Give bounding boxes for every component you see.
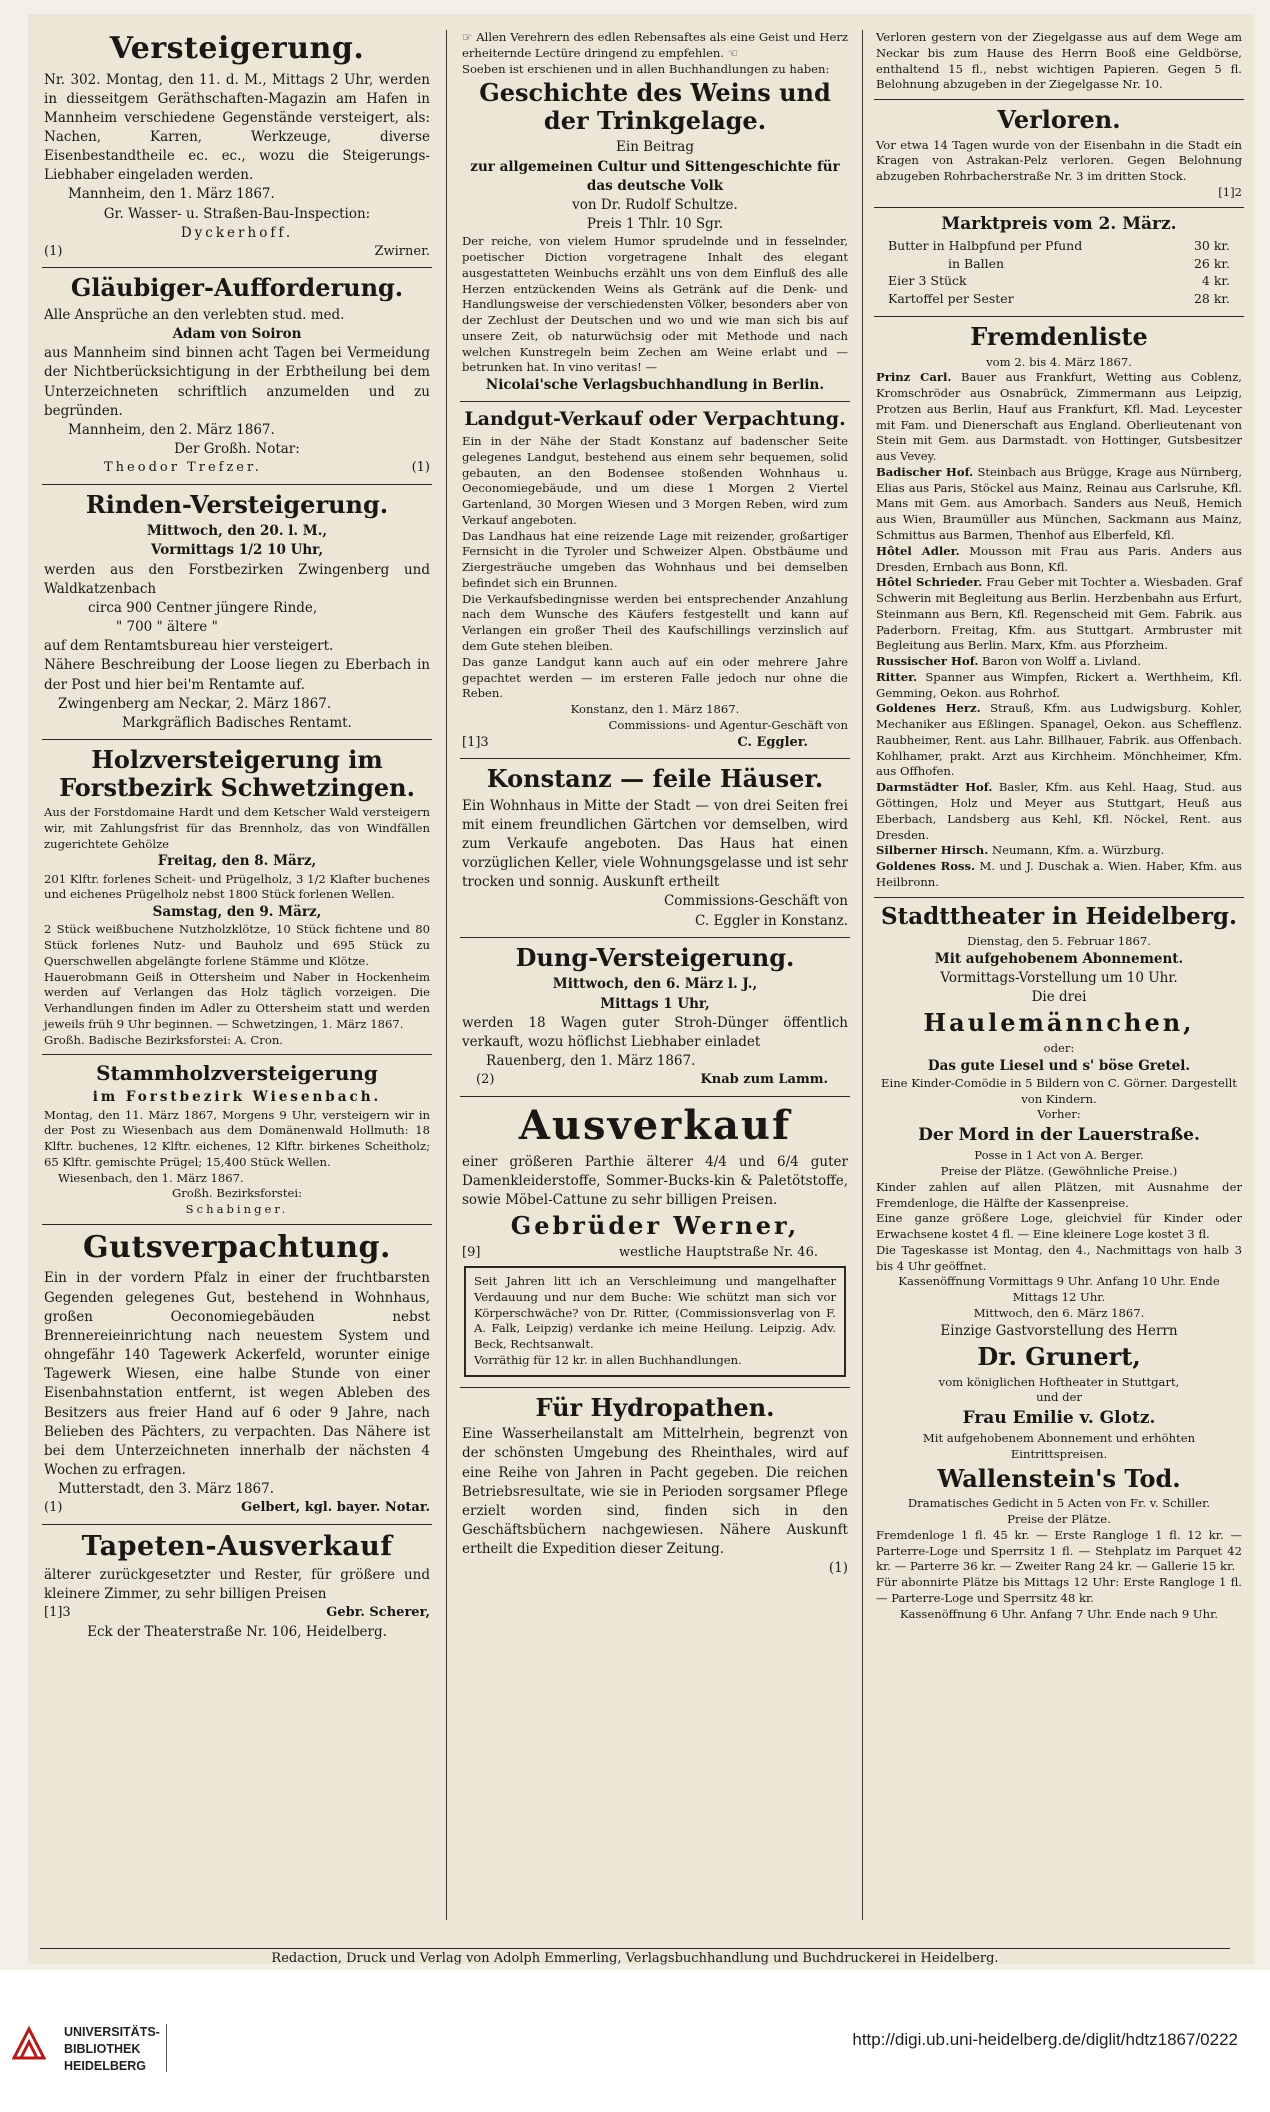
hotel-guests: Neumann, Kfm. a. Würzburg.: [991, 843, 1165, 858]
ad-signature: Schabinger.: [185, 1202, 289, 1217]
ad-body: werden 18 Wagen guter Stroh-Dünger öffentlich verkauft, wozu höflichst Liebhaber einladet: [462, 1014, 848, 1050]
hotel-name: Goldenes Ross.: [876, 859, 976, 874]
ad-rinden: [42, 485, 432, 740]
ad-subtitle: Mit aufgehobenem Abonnement und erhöhten Eintrittspreisen.: [922, 1431, 1196, 1462]
ad-subtitle: und der: [1036, 1390, 1082, 1405]
ad-title: Für Hydropathen.: [535, 1392, 775, 1422]
hotel-guests: Steinbach aus Brügge, Krage aus Nürnberg, Elias aus Paris, Stöckel aus Mainz, Reinau aus Carlsruhe, Kfl. Mans mit Gem. aus Amorbach. Sanders aus Neuß, Hemich aus Wien, Braumüller aus München, Sackmann aus Mainz, Schmittus aus Barmen, Thenhof aus Elberfeld, Kfl.: [876, 464, 1243, 542]
ad-title: Konstanz — feile Häuser.: [486, 764, 824, 794]
ad-holz: [42, 740, 432, 1055]
ad-ausverkauf: [460, 1097, 850, 1388]
ad-office: Gr. Wasser- u. Straßen-Bau-Inspection:: [103, 205, 371, 222]
play-title: Der Mord in der Lauerstraße.: [918, 1125, 1200, 1146]
ad-subtitle: oder:: [1043, 1040, 1075, 1055]
ad-time: Vormittags 1/2 10 Uhr,: [150, 542, 324, 559]
ad-landgut: [460, 402, 850, 759]
ad-number: (1): [828, 1560, 848, 1577]
ad-dung: [460, 938, 850, 1097]
ad-body: Vor etwa 14 Tagen wurde von der Eisenbahn in die Stadt ein Kragen von Astrakan-Pelz verloren. Gegen Belohnung abzugeben Rohrbacherstraße Nr. 3 im dritten Stock.: [876, 137, 1242, 184]
hotel-name: Hôtel Adler.: [876, 543, 960, 558]
hotel-name: Badischer Hof.: [876, 464, 974, 479]
ad-title: Dung-Versteigerung.: [515, 942, 795, 972]
price-item: Butter in Halbpfund per Pfund: [888, 237, 1083, 253]
column-left: [42, 26, 432, 1944]
prices-heading: Preise der Plätze. (Gewöhnliche Preise.): [940, 1164, 1178, 1179]
ad-place: Zwingenberg am Neckar, 2. März 1867.: [58, 695, 332, 712]
hotel-name: Silberner Hirsch.: [876, 843, 989, 858]
ad-place: Wiesenbach, den 1. März 1867.: [58, 1170, 244, 1185]
ad-place: Konstanz, den 1. März 1867.: [570, 702, 740, 717]
ad-konstanz: [460, 759, 850, 938]
play-subtitle: Das gute Liesel und s' böse Gretel.: [927, 1057, 1191, 1074]
hotel-guests: Frau Geber mit Tochter a. Wiesbaden. Graf Schwerin mit Begleitung aus Berlin. Herzbenbahn aus Erfurt, Steinmann aus Bern, Kfl. Regenscheid mit Gem. Fabrik. aus Paderborn. Freitag, Kfm. aus Stuttgart. Armbruster mit Begleitung aus Berlin. Marx, Kfm. aus Pforzheim.: [876, 575, 1243, 653]
price-row: [888, 290, 1230, 308]
hotel-entry: [876, 544, 1242, 576]
ad-title: Tapeten-Ausverkauf: [81, 1530, 393, 1562]
ad-tapeten: [42, 1525, 432, 1648]
ad-body: 2 Stück weißbuchene Nutzholzklötze, 10 Stück fichtene und 80 Stück forlenes Nutz- und Bauholz und 695 Stück zu Querschwellen abgelängte forlene Stämme und Klötze.: [44, 922, 430, 968]
price-row: [888, 272, 1230, 290]
price-table: [888, 237, 1230, 308]
ad-title: Versteigerung.: [109, 31, 365, 66]
price-item: Eier 3 Stück: [888, 273, 967, 289]
ad-body: Eine ganze größere Loge, gleichviel für Kinder oder Erwachsene kostet 4 fl. — Eine kleinere Loge kostet 3 fl.: [876, 1211, 1242, 1242]
ad-number: [1]3: [44, 1605, 71, 1621]
ad-body: Die Tageskasse ist Montag, den 4., Nachmittags von halb 3 bis 4 Uhr geöffnet.: [876, 1242, 1242, 1273]
hotel-name: Prinz Carl.: [876, 370, 952, 385]
ad-name: Adam von Soiron: [172, 326, 302, 343]
library-name-line: BIBLIOTHEK: [64, 2041, 141, 2056]
price-item: Kartoffel per Sester: [888, 291, 1014, 307]
pointing-hand-icon: ☜: [724, 45, 739, 60]
ad-signature: Theodor Trefzer.: [104, 460, 262, 476]
ad-title: Ausverkauf: [518, 1101, 792, 1149]
hotel-entry: [876, 859, 1242, 891]
ad-title: Gutsverpachtung.: [83, 1229, 391, 1265]
ad-time: Mittags 1 Uhr,: [600, 995, 710, 1012]
ad-number: (1): [411, 460, 430, 476]
ad-number: [9]: [462, 1244, 481, 1260]
ad-body: Nähere Beschreibung der Loose liegen zu Eberbach in der Post und hier bei'm Rentamte auf.: [44, 657, 430, 693]
hotel-name: Goldenes Herz.: [876, 701, 981, 716]
ad-signature: Gelbert, kgl. bayer. Notar.: [241, 1500, 430, 1516]
ad-intro: [462, 30, 848, 62]
column-rule: [446, 30, 447, 1920]
ad-place: Mannheim, den 1. März 1867.: [68, 186, 275, 203]
ad-date: Dienstag, den 5. Februar 1867.: [967, 934, 1151, 949]
hotel-guests: Bauer aus Frankfurt, Wetting aus Coblenz, Kromschröder aus Osnabrück, Zimmermann aus Leipzig, Protzen aus Berlin, Hauf aus Frankfurt, Kfl. Mad. Leycester mit Fam. und Dienerschaft aus England. Oberlieutenant von Stein mit Gem. aus Darmstadt. von Hottinger, Gutsbesitzer aus Vevey.: [876, 370, 1242, 464]
performer-name: Frau Emilie v. Glotz.: [962, 1408, 1156, 1429]
ad-title: Stadttheater in Heidelberg.: [880, 902, 1238, 930]
price-item: in Ballen: [948, 255, 1005, 271]
ad-subtitle: Vorher:: [1037, 1107, 1081, 1122]
ad-name: Dyckerhoff.: [180, 224, 294, 241]
ad-glaeubiger: [42, 268, 432, 484]
ad-date: Mittwoch, den 20. l. M.,: [146, 523, 328, 540]
price-value: 26 kr.: [1193, 255, 1230, 271]
ad-body: Das Landhaus hat eine reizende Lage mit reizender, großartiger Fernsicht in die Tyroler und Schweizer Alpen. Obstbäume und Ziergesträuche umgeben das Wohnhaus und bei demselben befindet sich ein Brunnen.: [462, 528, 848, 590]
ad-date: Mittwoch, den 6. März 1867.: [973, 1305, 1145, 1320]
ad-firm: Gebr. Scherer,: [326, 1605, 430, 1621]
ad-number: [1]2: [1218, 184, 1242, 199]
ad-verloren-kragen: [874, 100, 1244, 208]
ad-title: Gläubiger-Aufforderung.: [70, 273, 404, 303]
ad-item: " 700 " ältere ": [116, 619, 218, 636]
ad-body: Nr. 302. Montag, den 11. d. M., Mittags 2 Uhr, werden in diesseitgem Geräthschaften-Magazin am Hafen in Mannheim verschiedene Gegenstände versteigert, als: Nachen, Karren, Werkzeuge, diverse Eisenbestandtheile ec. ec., wozu die Steigerungs-Liebhaber eingeladen werden.: [44, 71, 430, 184]
university-library-logo-icon: [12, 2026, 46, 2060]
ad-title: Rinden-Versteigerung.: [85, 489, 389, 519]
price-value: 28 kr.: [1193, 291, 1230, 307]
ad-office: Großh. Bezirksforstei:: [172, 1186, 302, 1201]
ad-body: Montag, den 11. März 1867, Morgens 9 Uhr, versteigern wir in der Post zu Wiesenbach aus dem Domänenwald Hollmuth: 18 Klftr. buchenes, 12 Klftr. eichenes, 12 Klftr. birkenes Scheitholz; 65 Klftr. gemischte Prügel; 15,400 Stück Wellen.: [44, 1107, 430, 1169]
ad-gutsverpachtung: [42, 1225, 432, 1525]
ad-body: Der reiche, von vielem Humor sprudelnde und in fesselnder, poetischer Diction vorgetragene Inhalt des elegant ausgestatteten Weinbuchs erzählt uns von dem Einfluß des alle Herzen entzückenden Weins als Getränk auf die Denk- und Handlungsweise der verschiedensten Völker, besonders aber von der Zechlust der Deutschen und wo und wie man sich bis auf unsere Zeit, ob naturwüchsig oder mit Methode und nach welchen Kunstregeln beim Zechen am Weine erlabt und — betrunken hat. In vino veritas! —: [462, 234, 848, 375]
ad-body: auf dem Rentamtsbureau hier versteigert.: [44, 638, 334, 655]
ad-body: 201 Klftr. forlenes Scheit- und Prügelholz, 3 1/2 Klafter buchenes und eichenes Prügelholz nebst 1800 Stück forlenen Wellen.: [44, 871, 430, 902]
price-row: [888, 255, 1230, 273]
hotel-guests: M. und J. Duschak a. Wien. Haber, Kfm. aus Heilbronn.: [876, 859, 1242, 889]
ad-intro-text: Allen Verehrern des edlen Rebensaftes als eine Geist und Herz erheiternde Lectüre dringend zu empfehlen.: [462, 30, 848, 60]
ad-firm: Gebrüder Werner,: [510, 1211, 800, 1241]
ad-title: Geschichte des Weins und der Trinkgelage.: [479, 78, 831, 135]
hotel-entry: [876, 465, 1242, 544]
ad-stammholz: [42, 1055, 432, 1225]
price-value: 4 kr.: [1201, 273, 1230, 289]
ad-address: Eck der Theaterstraße Nr. 106, Heidelberg.: [87, 1623, 387, 1640]
ad-number: (2): [476, 1072, 495, 1088]
column-rule: [862, 30, 863, 1920]
viewer-footer-bar: [0, 1970, 1270, 2112]
ad-body: Verloren gestern von der Ziegelgasse aus auf dem Wege am Neckar bis zum Hause des Herrn Booß eine Geldbörse, enthaltend 15 fl., nebst wichtigen Papieren. Gegen 5 fl. Belohnung abzugeben in der Ziegelgasse Nr. 10.: [876, 30, 1242, 92]
column-middle: [460, 26, 850, 1944]
library-name-line: HEIDELBERG: [64, 2058, 146, 2073]
price-row: [888, 237, 1230, 255]
ad-body: Alle Ansprüche an den verlebten stud. med.: [44, 306, 345, 323]
play-info: Posse in 1 Act von A. Berger.: [974, 1148, 1144, 1163]
ad-body: aus Mannheim sind binnen acht Tagen bei Vermeidung der Nichtberücksichtigung in der Erbtheilung bei dem Unterzeichneten schriftlich anzumelden und zu begründen.: [44, 345, 430, 419]
play-title: Wallenstein's Tod.: [937, 1463, 1181, 1493]
hotel-entry: [876, 670, 1242, 702]
ad-place: Mutterstadt, den 3. März 1867.: [58, 1481, 275, 1498]
ad-subtitle: im Forstbezirk Wiesenbach.: [92, 1089, 382, 1106]
ad-body: werden aus den Forstbezirken Zwingenberg und Waldkatzenbach: [44, 561, 430, 597]
ad-body: Ein Wohnhaus in Mitte der Stadt — von drei Seiten frei mit einem freundlichen Gärtchen vor demselben, wird zum Verkaufe angeboten. Das Haus hat einen vorzüglichen Keller, viele Wohnungsgelasse und ist sehr trocken und sonnig. Auskunft ertheilt: [462, 797, 848, 891]
hotel-entry: [876, 654, 1242, 670]
hotel-entry: [876, 370, 1242, 465]
ad-signature: Markgräflich Badisches Rentamt.: [122, 714, 352, 731]
hotel-guests: Strauß, Kfm. aus Ludwigsburg. Kohler, Mechaniker aus Eßlingen. Spanagel, Oekon. aus Schefflenz. Raubheimer, Rent. aus Lahr. Billhauer, Fabrik. aus Offenbach. Kohlhamer, prakt. Arzt aus Kirchheim. Mönchheimer, Kfm. aus Offhofen.: [876, 701, 1243, 779]
column-right: [874, 26, 1244, 1944]
divider: [166, 2024, 167, 2072]
ad-place: Rauenberg, den 1. März 1867.: [486, 1052, 696, 1069]
imprint-footer: Redaction, Druck und Verlag von Adolph Emmerling, Verlagsbuchhandlung und Buchdruckerei in Heidelberg.: [40, 1948, 1230, 1966]
ad-signature: Großh. Badische Bezirksforstei: A. Cron.: [44, 1032, 283, 1047]
hotel-name: Russischer Hof.: [876, 654, 979, 669]
ad-subtitle: vom königlichen Hoftheater in Stuttgart,: [938, 1374, 1180, 1389]
ad-signature: Zwirner.: [374, 243, 430, 259]
permalink[interactable]: http://digi.ub.uni-heidelberg.de/diglit/hdtz1867/0222: [852, 2030, 1238, 2049]
ad-weinbuch: [460, 26, 850, 402]
library-name: [64, 2024, 160, 2075]
ad-subtitle: Ein Beitrag: [616, 139, 694, 156]
ad-signature: Knab zum Lamm.: [700, 1072, 828, 1088]
performer-name: Dr. Grunert,: [977, 1341, 1141, 1371]
ad-body: Hauerobmann Geiß in Ottersheim und Naber in Hockenheim werden auf Verlangen das Holz täglich vorzeigen. Die Verhandlungen finden im Adler zu Ottersheim statt und werden jeweils früh 9 Uhr beginnen. — Schwetzingen, 1. März 1867.: [44, 969, 430, 1031]
ad-author: von Dr. Rudolf Schultze.: [572, 196, 738, 213]
price-value: 30 kr.: [1193, 237, 1230, 253]
ad-date: Freitag, den 8. März,: [157, 853, 317, 870]
ad-title: Landgut-Verkauf oder Verpachtung.: [464, 408, 846, 431]
hotel-name: Ritter.: [876, 669, 918, 684]
ad-body: Aus der Forstdomaine Hardt und dem Ketscher Wald versteigern wir, mit Zahlungsfrist für das Brennholz, das von Windfällen zugerichtete Gehölze: [44, 805, 430, 851]
hotel-entry: [876, 780, 1242, 843]
ad-title: Verloren.: [997, 105, 1121, 135]
ad-office: Commissions- und Agentur-Geschäft von: [608, 717, 848, 732]
ad-body: älterer zurückgesetzter und Rester, für größere und kleinere Zimmer, zu sehr billigen Preisen: [44, 1566, 430, 1602]
ad-verloren-boerse: [874, 26, 1244, 100]
box-body: Seit Jahren litt ich an Verschleimung und mangelhafter Verdauung und nur dem Buche: Wie schützt man sich vor Körperschwäche? von Dr. Ritter, (Commissionsverlag von F. A. Falk, Leipzig) verdanke ich meine Heilung. Leipzig. Adv. Beck, Rechtsanwalt.: [474, 1274, 836, 1352]
ad-dates: vom 2. bis 4. März 1867.: [986, 354, 1132, 369]
ad-subtitle: Vormittags-Vorstellung um 10 Uhr.: [940, 969, 1178, 986]
ad-item: circa 900 Centner jüngere Rinde,: [88, 599, 318, 616]
ad-price: Preis 1 Thlr. 10 Sgr.: [586, 216, 724, 233]
hotel-name: Hôtel Schrieder.: [876, 575, 983, 590]
ad-subtitle: zur allgemeinen Cultur und Sittengeschichte für das deutsche Volk: [470, 158, 840, 194]
ad-body: Eine Wasserheilanstalt am Mittelrhein, begrenzt von der schönsten Umgebung des Rheinthales, wird auf eine Reihe von Jahren in Pacht gegeben. Die reichen Betriebsresultate, wie sie in Perioden sorgsamer Pflege erzielt worden sind, finden sich in den Geschäftsbüchern nachgewiesen. Nähere Auskunft ertheilt die Expedition dieser Zeitung.: [462, 1426, 848, 1558]
ad-hydropathen: [460, 1388, 850, 1585]
ad-body: Kassenöffnung Vormittags 9 Uhr. Anfang 10 Uhr. Ende Mittags 12 Uhr.: [898, 1274, 1220, 1305]
ad-subtitle: Mit aufgehobenem Abonnement.: [934, 950, 1184, 967]
ad-body: einer größeren Parthie älterer 4/4 und 6/4 guter Damenkleiderstoffe, Sommer-Bucks-kin & Paletötstoffe, sowie Möbel-Cattune zu sehr billigen Preisen.: [462, 1153, 848, 1208]
ad-fremdenliste: [874, 317, 1244, 898]
ad-body: Ein in der Nähe der Stadt Konstanz auf badenscher Seite gelegenes Landgut, bestehend aus einem sehr bequemen, solid gebauten, an den Bodensee stoßenden Wohnhaus u. Oeconomiegebäude, und um diese 1 Morgen 2 Viertel Gartenland, 30 Morgen Wiesen und 3 Morgen Reben, wird zum Verkauf angeboten.: [462, 434, 848, 527]
ad-date: Mittwoch, den 6. März l. J.,: [552, 976, 758, 993]
ad-title: Marktpreis vom 2. März.: [941, 213, 1177, 234]
ad-office: Der Großh. Notar:: [174, 441, 300, 458]
hotel-guests: Baron von Wolff a. Livland.: [982, 654, 1142, 669]
ad-address: westliche Hauptstraße Nr. 46.: [619, 1244, 818, 1260]
ad-number: (1): [44, 1500, 63, 1516]
box-tail: Vorräthig für 12 kr. in allen Buchhandlungen.: [474, 1352, 742, 1367]
ad-signature: C. Eggler in Konstanz.: [695, 912, 848, 929]
hotel-entry: [876, 843, 1242, 859]
ad-body: Kassenöffnung 6 Uhr. Anfang 7 Uhr. Ende nach 9 Uhr.: [899, 1606, 1219, 1621]
hotel-entry: [876, 575, 1242, 654]
ad-signature: Nicolai'sche Verlagsbuchhandlung in Berlin.: [485, 377, 825, 394]
ad-number: (1): [44, 243, 63, 259]
ad-body: Die Verkaufsbedingnisse werden bei entsprechender Anzahlung nach dem Wunsche des Käufers festgestellt und kann auf Verlangen ein großer Theil des Kaufschillings verzinslich auf dem Gute stehen bleiben.: [462, 591, 848, 654]
hotel-name: Darmstädter Hof.: [876, 780, 993, 795]
ad-body: Ein in der vordern Pfalz in einer der fruchtbarsten Gegenden gelegenes Gut, bestehend in Wohnhaus, großen Oeconomiegebäuden nebst Brennereieinrichtung nach neuestem System und ohngefähr 140 Tagewerk Ackerfeld, worunter einige Tagewerk Wiesen, eine halbe Stunde von einer Eisenbahnstation entfernt, ist wegen Ableben des Besitzers aus freier Hand auf 6 oder 9 Jahre, nach Belieben des Pächters, zu verpachten. Das Nähere ist bei dem Unterzeichneten innerhalb der nächsten 4 Wochen zu erfragen.: [44, 1270, 430, 1478]
library-name-line: UNIVERSITÄTS-: [64, 2025, 160, 2039]
ad-body: Fremdenloge 1 fl. 45 kr. — Erste Rangloge 1 fl. 12 kr. — Parterre-Loge und Sperrsitz 1 fl. — Stehplatz im Parquet 42 kr. — Parterre 36 kr. — Zweiter Rang 24 kr. — Gallerie 15 kr.: [876, 1527, 1242, 1574]
ad-number: [1]3: [462, 734, 489, 750]
hotel-guests: Mousson mit Frau aus Paris. Anders aus Dresden, Ernbach aus Bonn, Kfl.: [876, 543, 1243, 574]
newspaper-page: [28, 14, 1254, 1964]
testimonial-box: [464, 1266, 846, 1377]
ad-marktpreis: [874, 208, 1244, 317]
ad-title: Fremdenliste: [970, 321, 1148, 351]
ad-body: Das ganze Landgut kann auch auf ein oder mehrere Jahre gepachtet werden — im ersteren Falle jedoch nur ohne die Reben.: [462, 654, 848, 701]
ad-office: Commissions-Geschäft von: [663, 893, 848, 910]
play-info: Eine Kinder-Comödie in 5 Bildern von C. Görner. Dargestellt von Kindern.: [881, 1075, 1237, 1106]
ad-stadttheater: [874, 898, 1244, 1629]
ad-date: Samstag, den 9. März,: [152, 904, 322, 921]
pointing-hand-icon: ☞: [462, 30, 477, 44]
hotel-guests: Basler, Kfm. aus Kehl. Haag, Stud. aus Göttingen, Holz und Meyer aus Stuttgart, Heuß aus Eberbach, Landsberg aus Kehl, Kfl. Nöckel, Rent. aus Dresden.: [876, 780, 1243, 842]
ad-signature: C. Eggler.: [737, 734, 808, 750]
prices-heading: Preise der Plätze.: [1007, 1512, 1111, 1527]
hotel-guests: Spanner aus Wimpfen, Rickert a. Werthheim, Kfl. Gemming, Oekon. aus Rohrhof.: [876, 669, 1243, 700]
ad-intro: Soeben ist erschienen und in allen Buchhandlungen zu haben:: [462, 61, 830, 76]
ad-body: Für abonnirte Plätze bis Mittags 12 Uhr: Erste Rangloge 1 fl. — Parterre-Loge und Sperrsitz 48 kr.: [876, 1575, 1242, 1605]
play-title: Haulemännchen,: [923, 1008, 1195, 1038]
ad-subtitle: Die drei: [1031, 989, 1087, 1006]
hotel-entry: [876, 701, 1242, 780]
play-info: Dramatisches Gedicht in 5 Acten von Fr. v. Schiller.: [907, 1496, 1211, 1511]
ad-title: Stammholzversteigerung: [96, 1061, 378, 1086]
ad-body: Kinder zahlen auf allen Plätzen, mit Ausnahme der Fremdenloge, die Hälfte der Kassenpreise.: [876, 1179, 1242, 1210]
ad-place: Mannheim, den 2. März 1867.: [68, 421, 275, 438]
ad-versteigerung: [42, 26, 432, 268]
ad-title: Holzversteigerung im Forstbezirk Schwetzingen.: [59, 744, 415, 802]
ad-subtitle: Einzige Gastvorstellung des Herrn: [940, 1322, 1178, 1339]
